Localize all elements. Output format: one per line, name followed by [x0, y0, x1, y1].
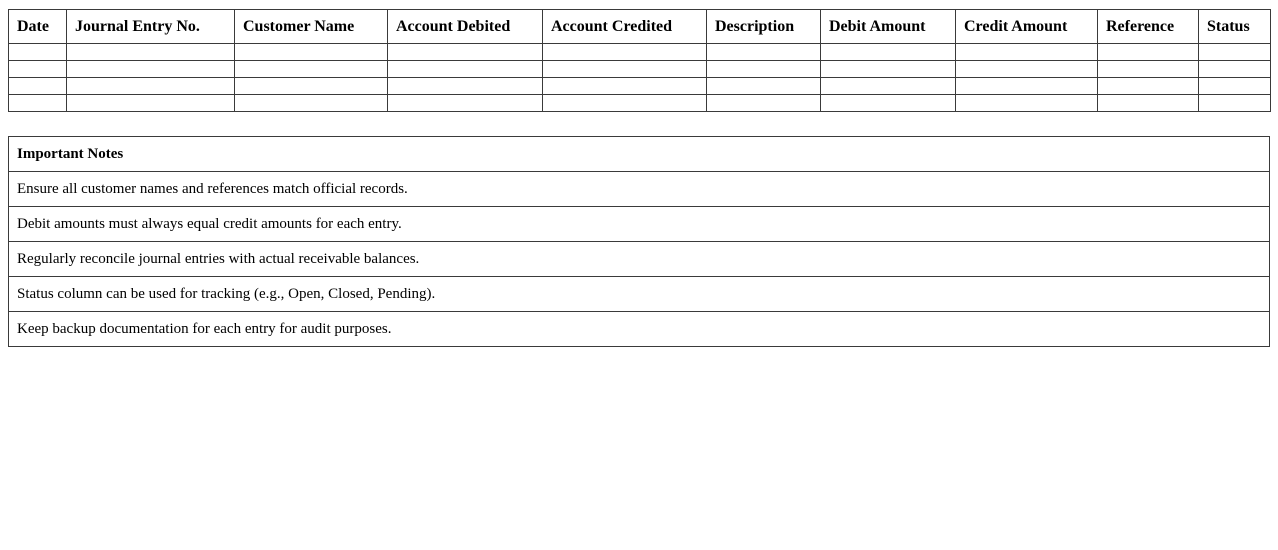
table-cell[interactable]: [67, 61, 235, 78]
note-item: Ensure all customer names and references match official records.: [9, 172, 1270, 207]
table-cell[interactable]: [543, 78, 707, 95]
column-header-status: Status: [1199, 10, 1271, 44]
table-cell[interactable]: [9, 61, 67, 78]
table-cell[interactable]: [956, 61, 1098, 78]
table-cell[interactable]: [388, 61, 543, 78]
column-header-customer-name: Customer Name: [235, 10, 388, 44]
table-cell[interactable]: [707, 78, 821, 95]
table-cell[interactable]: [956, 78, 1098, 95]
column-header-description: Description: [707, 10, 821, 44]
table-cell[interactable]: [707, 44, 821, 61]
table-cell[interactable]: [388, 95, 543, 112]
table-cell[interactable]: [1098, 61, 1199, 78]
table-cell[interactable]: [543, 95, 707, 112]
note-row: [9, 242, 1270, 277]
table-cell[interactable]: [956, 44, 1098, 61]
column-header-date: Date: [9, 10, 67, 44]
table-cell[interactable]: [1199, 44, 1271, 61]
important-notes-table: [8, 136, 1270, 347]
table-cell[interactable]: [543, 44, 707, 61]
table-cell[interactable]: [1199, 95, 1271, 112]
column-header-journal-entry-no: Journal Entry No.: [67, 10, 235, 44]
column-header-credit-amount: Credit Amount: [956, 10, 1098, 44]
table-cell[interactable]: [707, 61, 821, 78]
table-row: [9, 44, 1271, 61]
table-cell[interactable]: [67, 95, 235, 112]
table-cell[interactable]: [1199, 61, 1271, 78]
note-row: [9, 172, 1270, 207]
table-cell[interactable]: [9, 44, 67, 61]
table-cell[interactable]: [9, 78, 67, 95]
table-cell[interactable]: [1199, 78, 1271, 95]
table-cell[interactable]: [1098, 95, 1199, 112]
note-row: [9, 277, 1270, 312]
note-item: Keep backup documentation for each entry for audit purposes.: [9, 312, 1270, 347]
column-header-debit-amount: Debit Amount: [821, 10, 956, 44]
table-cell[interactable]: [1098, 78, 1199, 95]
note-row: [9, 312, 1270, 347]
table-header-row: [9, 10, 1271, 44]
table-cell[interactable]: [235, 95, 388, 112]
table-cell[interactable]: [707, 95, 821, 112]
table-cell[interactable]: [235, 61, 388, 78]
table-cell[interactable]: [67, 44, 235, 61]
table-cell[interactable]: [821, 44, 956, 61]
table-cell[interactable]: [821, 95, 956, 112]
table-cell[interactable]: [543, 61, 707, 78]
table-cell[interactable]: [388, 78, 543, 95]
table-cell[interactable]: [388, 44, 543, 61]
notes-title: Important Notes: [9, 137, 1270, 172]
table-cell[interactable]: [956, 95, 1098, 112]
note-row: [9, 207, 1270, 242]
table-cell[interactable]: [235, 78, 388, 95]
table-row: [9, 95, 1271, 112]
column-header-account-credited: Account Credited: [543, 10, 707, 44]
table-cell[interactable]: [67, 78, 235, 95]
table-cell[interactable]: [821, 61, 956, 78]
note-item: Debit amounts must always equal credit amounts for each entry.: [9, 207, 1270, 242]
table-cell[interactable]: [1098, 44, 1199, 61]
note-item: Regularly reconcile journal entries with actual receivable balances.: [9, 242, 1270, 277]
table-row: [9, 61, 1271, 78]
table-cell[interactable]: [821, 78, 956, 95]
table-cell[interactable]: [235, 44, 388, 61]
column-header-reference: Reference: [1098, 10, 1199, 44]
column-header-account-debited: Account Debited: [388, 10, 543, 44]
table-row: [9, 78, 1271, 95]
journal-entry-table: [8, 9, 1271, 112]
table-cell[interactable]: [9, 95, 67, 112]
note-item: Status column can be used for tracking (e.g., Open, Closed, Pending).: [9, 277, 1270, 312]
notes-header-row: [9, 137, 1270, 172]
